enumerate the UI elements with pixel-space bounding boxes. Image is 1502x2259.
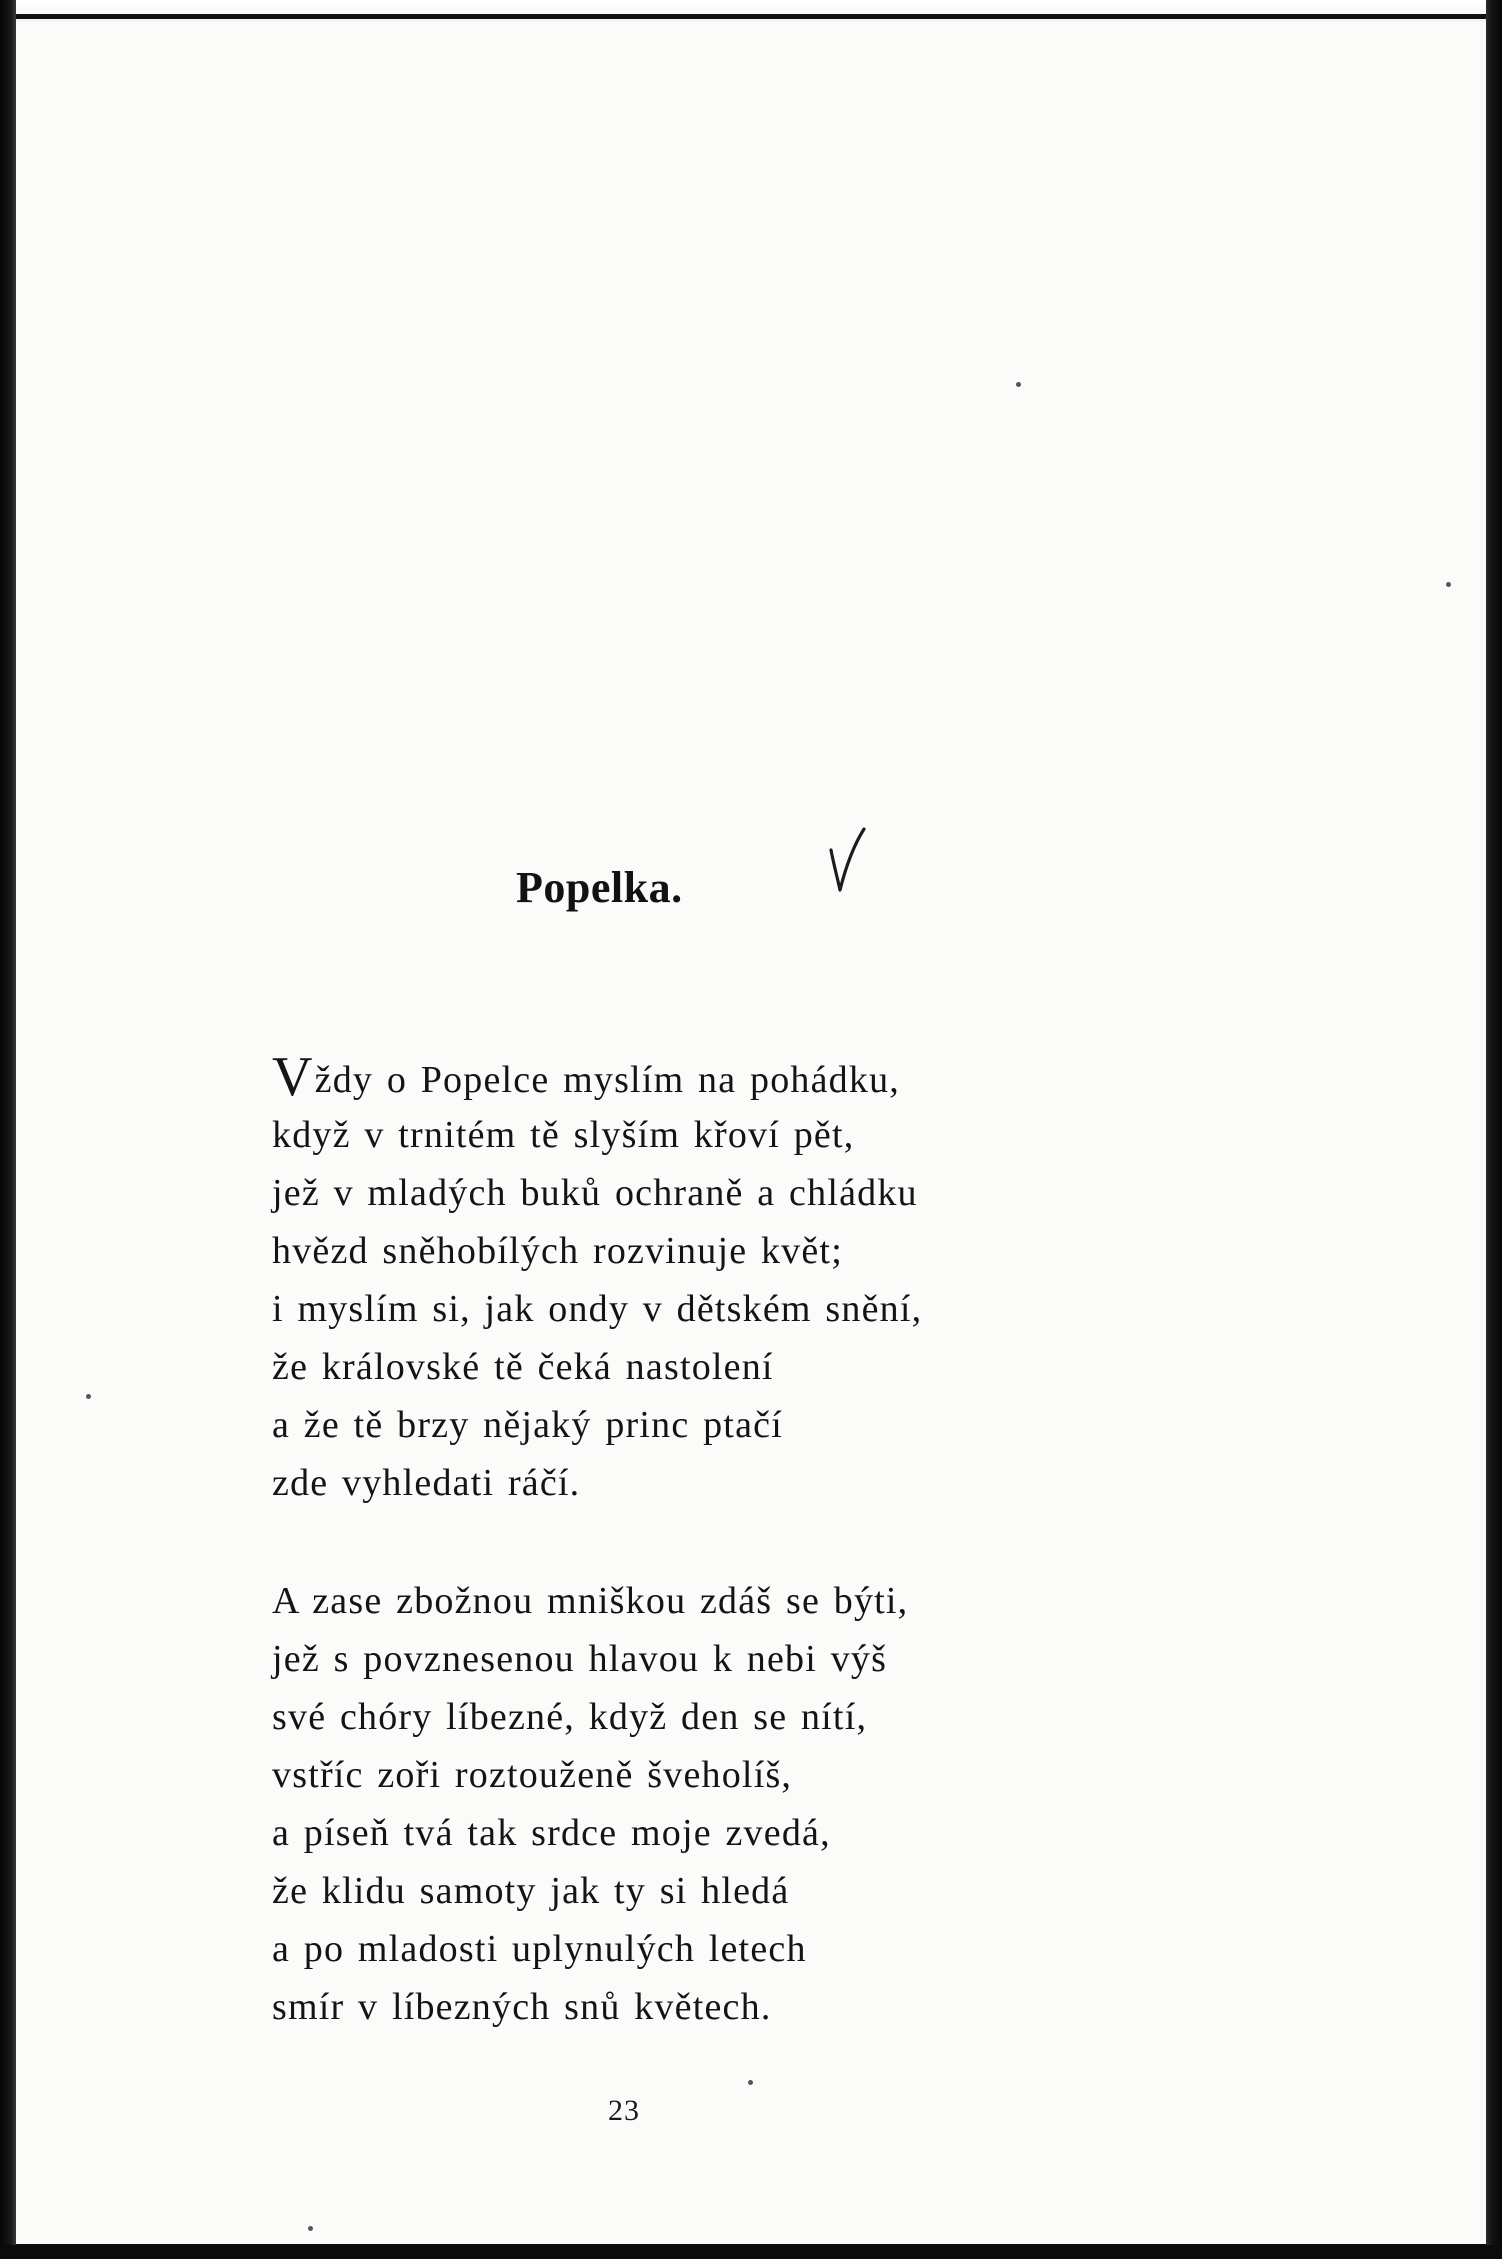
poem-line: své chóry líbezné, když den se nítí,: [272, 1696, 868, 1738]
poem-line: [272, 1048, 1172, 1106]
scan-top-line: [16, 14, 1488, 19]
poem-line: jež v mladých buků ochraně a chládku: [272, 1172, 918, 1214]
speck: [1446, 582, 1451, 587]
poem-line: i myslím si, jak ondy v dětském snění,: [272, 1288, 923, 1330]
speck: [1016, 382, 1021, 387]
poem-line: vstříc zoři roztouženě šveholíš,: [272, 1754, 793, 1796]
first-line-text: ždy o Popelce myslím na pohádku,: [314, 1059, 900, 1101]
scan-right-edge: [1486, 0, 1502, 2259]
poem-line: A zase zbožnou mniškou zdáš se býti,: [272, 1580, 909, 1622]
poem-line: zde vyhledati ráčí.: [272, 1462, 581, 1504]
speck: [308, 2226, 313, 2231]
poem-line: že klidu samoty jak ty si hledá: [272, 1870, 790, 1912]
poem-line: a píseň tvá tak srdce moje zvedá,: [272, 1812, 831, 1854]
poem-line: jež s povznesenou hlavou k nebi výš: [272, 1638, 888, 1680]
scan-bottom-edge: [0, 2245, 1502, 2259]
check-mark-icon: [826, 826, 868, 894]
speck: [86, 1394, 91, 1399]
stanza-2: [272, 1572, 1172, 2036]
poem-line: a po mladosti uplynulých letech: [272, 1928, 807, 1970]
poem-line: smír v líbezných snů květech.: [272, 1986, 772, 2028]
drop-cap: V: [272, 1046, 314, 1108]
poem-line: když v trnitém tě slyším křoví pět,: [272, 1114, 855, 1156]
poem-line: hvězd sněhobílých rozvinuje květ;: [272, 1230, 843, 1272]
scan-left-edge: [0, 0, 16, 2259]
poem-title: Popelka.: [516, 863, 683, 912]
speck: [748, 2080, 753, 2085]
stanza-1: [272, 1048, 1172, 1512]
poem-line: že královské tě čeká nastolení: [272, 1346, 774, 1388]
poem-line: a že tě brzy nějaký princ ptačí: [272, 1404, 783, 1446]
page-number: 23: [608, 2094, 640, 2127]
